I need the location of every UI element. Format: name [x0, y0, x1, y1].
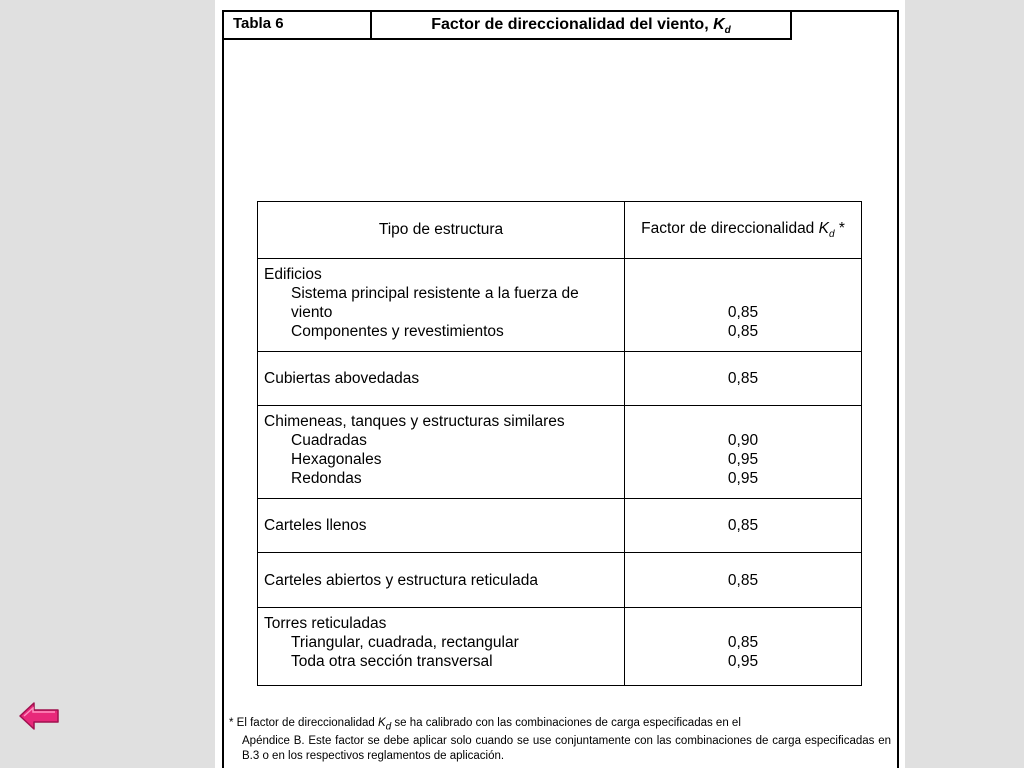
item-label: Componentes y revestimientos — [291, 323, 504, 340]
kd-value: 0,95 — [727, 451, 759, 468]
row-label-cell — [258, 553, 625, 608]
table-row — [258, 352, 862, 406]
header-kd-subscript: d — [828, 229, 835, 241]
table-title-symbol: K — [713, 16, 725, 33]
footnote-symbol: K — [377, 717, 386, 729]
item-label: Hexagonales — [291, 451, 382, 468]
kd-value: 0,90 — [727, 432, 759, 449]
kd-value: 0,85 — [727, 571, 759, 589]
directionality-table — [257, 201, 862, 686]
table-number: Tabla 6 — [224, 12, 372, 38]
header-kd-symbol: K — [818, 219, 829, 237]
footnote-rest: Apéndice B. Este factor se debe aplicar solo cuando se use conjuntamente con las combinaciones de carga especificadas en B.3 o en los respectivos reglamentos de aplicación. — [242, 735, 891, 763]
item-label-continued: viento — [291, 304, 333, 321]
kd-value: 0,85 — [727, 517, 759, 534]
kd-value: 0,95 — [727, 470, 759, 487]
category-label: Edificios — [264, 266, 322, 283]
footnote-text-cont: se ha calibrado con las combinaciones de carga especificadas en el — [391, 717, 741, 729]
row-value-cell — [625, 553, 862, 608]
table-caption — [224, 12, 792, 40]
row-value-cell — [625, 406, 862, 499]
item-label: Toda otra sección transversal — [291, 653, 493, 670]
row-label: Cubiertas abovedadas — [264, 370, 420, 387]
header-kd-text: Factor de direccionalidad — [641, 219, 819, 237]
row-label-cell — [258, 352, 625, 406]
item-label: Sistema principal resistente a la fuerza de — [291, 285, 579, 302]
table-row — [258, 259, 862, 352]
row-value-cell — [625, 352, 862, 406]
row-label-cell — [258, 608, 625, 686]
footnote-text: El factor de direccionalidad — [233, 717, 378, 729]
table-title-subscript: d — [724, 25, 731, 37]
row-value-cell — [625, 499, 862, 553]
row-value-cell — [625, 259, 862, 352]
item-label: Cuadradas — [291, 432, 367, 449]
footnote-mark: * — [229, 717, 234, 729]
row-label: Carteles llenos — [264, 517, 367, 534]
table-header-row — [258, 202, 862, 259]
item-label: Triangular, cuadrada, rectangular — [291, 634, 519, 651]
left-arrow-icon — [18, 700, 60, 732]
category-label: Torres reticuladas — [264, 615, 387, 632]
item-label: Redondas — [291, 470, 362, 487]
kd-value: 0,95 — [727, 653, 759, 670]
footnote-subscript: d — [385, 721, 392, 733]
table-row — [258, 499, 862, 553]
footnote — [229, 716, 891, 764]
row-label-cell — [258, 259, 625, 352]
row-label-cell — [258, 499, 625, 553]
header-kd-factor — [625, 202, 862, 259]
kd-value: 0,85 — [727, 370, 759, 387]
kd-value: 0,85 — [727, 634, 759, 651]
row-value-cell — [625, 608, 862, 686]
kd-value: 0,85 — [727, 304, 759, 321]
row-label: Carteles abiertos y estructura reticulada — [264, 571, 538, 589]
header-structure-type: Tipo de estructura — [258, 202, 625, 259]
header-kd-asterisk: * — [834, 219, 845, 237]
table-row — [258, 406, 862, 499]
kd-value: 0,85 — [727, 323, 759, 340]
table-row — [258, 553, 862, 608]
back-button[interactable] — [18, 700, 60, 732]
table-title — [372, 12, 790, 38]
table-title-text: Factor de direccionalidad del viento, — [431, 16, 714, 33]
table-row — [258, 608, 862, 686]
category-label: Chimeneas, tanques y estructuras similares — [264, 413, 565, 430]
row-label-cell — [258, 406, 625, 499]
